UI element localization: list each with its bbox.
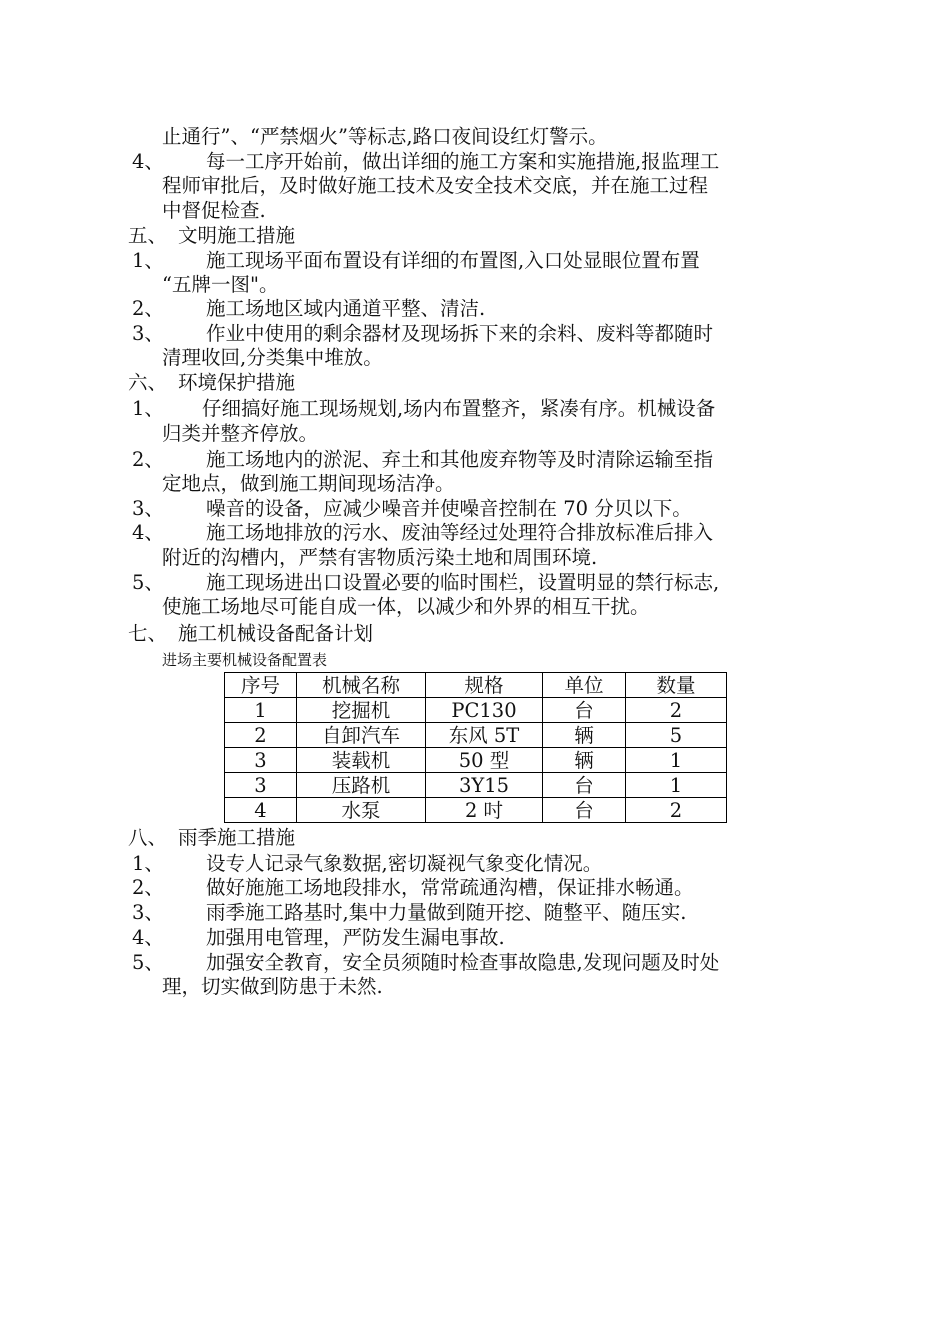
table-cell: 水泵: [297, 798, 426, 823]
line-text: 施工现场平面布置设有详细的布置图,入口处显眼位置布置: [206, 249, 700, 272]
line-text: 设专人记录气象数据,密切凝视气象变化情况。: [206, 852, 603, 875]
line-text: 归类并整齐停放。: [162, 422, 319, 445]
line-text: “五牌一图"。: [162, 273, 279, 296]
line-text: 理，切实做到防患于未然.: [162, 975, 383, 998]
table-cell: 东风 5T: [426, 723, 543, 748]
table-cell: 2: [626, 798, 727, 823]
section-number: 六、: [128, 371, 168, 394]
list-number: 5、: [132, 951, 164, 974]
list-number: 3、: [132, 322, 164, 345]
section-title: 环境保护措施: [178, 371, 296, 394]
table-row: [225, 798, 727, 823]
table-cell: 2: [225, 723, 297, 748]
header-cell-name: 机械名称: [297, 673, 426, 698]
line-text: 定地点，做到施工期间现场洁净。: [162, 472, 455, 495]
line-text: 中督促检查.: [162, 199, 266, 222]
list-number: 3、: [132, 901, 164, 924]
list-number: 4、: [132, 150, 164, 173]
line-text: 仔细搞好施工现场规划,场内布置整齐，紧凑有序。机械设备: [202, 397, 716, 420]
table-cell: 自卸汽车: [297, 723, 426, 748]
table-cell: 1: [225, 698, 297, 723]
table-row: [225, 748, 727, 773]
line-text: 噪音的设备，应减少噪音并使噪音控制在 70 分贝以下。: [206, 497, 692, 520]
section-number: 八、: [128, 826, 168, 849]
section-title: 雨季施工措施: [178, 826, 296, 849]
line-text: 雨季施工路基时,集中力量做到随开挖、随整平、随压实.: [206, 901, 687, 924]
table-cell: 4: [225, 798, 297, 823]
table-cell: 1: [626, 748, 727, 773]
table-cell: 2 吋: [426, 798, 543, 823]
table-row: [225, 773, 727, 798]
table-cell: 压路机: [297, 773, 426, 798]
section-number: 五、: [128, 224, 168, 247]
table-cell: PC130: [426, 698, 543, 723]
table-cell: 3Y15: [426, 773, 543, 798]
header-cell-index: 序号: [225, 673, 297, 698]
line-text: 使施工场地尽可能自成一体，以减少和外界的相互干扰。: [162, 595, 650, 618]
section-title: 施工机械设备配备计划: [178, 622, 374, 645]
list-number: 1、: [132, 249, 164, 272]
table-cell: 台: [543, 773, 626, 798]
line-text: 加强用电管理，严防发生漏电事故.: [206, 926, 505, 949]
list-number: 1、: [132, 852, 164, 875]
line-text: 附近的沟槽内，严禁有害物质污染土地和周围环境.: [162, 546, 598, 569]
table-cell: 3: [225, 773, 297, 798]
line-text: 施工场地内的淤泥、弃土和其他废弃物等及时清除运输至指: [206, 448, 714, 471]
list-number: 4、: [132, 926, 164, 949]
table-cell: 装载机: [297, 748, 426, 773]
table-cell: 5: [626, 723, 727, 748]
table-cell: 2: [626, 698, 727, 723]
line-text: 施工现场进出口设置必要的临时围栏，设置明显的禁行标志,: [206, 571, 720, 594]
table-cell: 台: [543, 798, 626, 823]
section-number: 七、: [128, 622, 168, 645]
table-header-row: [225, 673, 727, 698]
section-title: 文明施工措施: [178, 224, 296, 247]
list-number: 2、: [132, 448, 164, 471]
table-cell: 50 型: [426, 748, 543, 773]
table-caption: 进场主要机械设备配置表: [162, 651, 328, 669]
list-number: 2、: [132, 297, 164, 320]
equipment-table: [224, 672, 727, 823]
line-text: 施工场地排放的污水、废油等经过处理符合排放标准后排入: [206, 521, 714, 544]
table-cell: 1: [626, 773, 727, 798]
line-text: 作业中使用的剩余器材及现场拆下来的余料、废料等都随时: [206, 322, 714, 345]
line-text: 止通行”、“严禁烟火”等标志,路口夜间设红灯警示。: [162, 125, 608, 148]
list-number: 2、: [132, 876, 164, 899]
line-text: 加强安全教育，安全员须随时检查事故隐患,发现问题及时处: [206, 951, 720, 974]
line-text: 清理收回,分类集中堆放。: [162, 346, 383, 369]
line-text: 每一工序开始前，做出详细的施工方案和实施措施,报监理工: [206, 150, 720, 173]
table-cell: 辆: [543, 748, 626, 773]
list-number: 1、: [132, 397, 164, 420]
table-cell: 挖掘机: [297, 698, 426, 723]
list-number: 4、: [132, 521, 164, 544]
table-cell: 辆: [543, 723, 626, 748]
line-text: 程师审批后，及时做好施工技术及安全技术交底，并在施工过程: [162, 174, 709, 197]
line-text: 做好施施工场地段排水，常常疏通沟槽，保证排水畅通。: [206, 876, 694, 899]
list-number: 3、: [132, 497, 164, 520]
header-cell-quantity: 数量: [626, 673, 727, 698]
table-row: [225, 723, 727, 748]
header-cell-unit: 单位: [543, 673, 626, 698]
table-cell: 3: [225, 748, 297, 773]
header-cell-spec: 规格: [426, 673, 543, 698]
table-row: [225, 698, 727, 723]
list-number: 5、: [132, 571, 164, 594]
table-cell: 台: [543, 698, 626, 723]
line-text: 施工场地区域内通道平整、清洁.: [206, 297, 486, 320]
